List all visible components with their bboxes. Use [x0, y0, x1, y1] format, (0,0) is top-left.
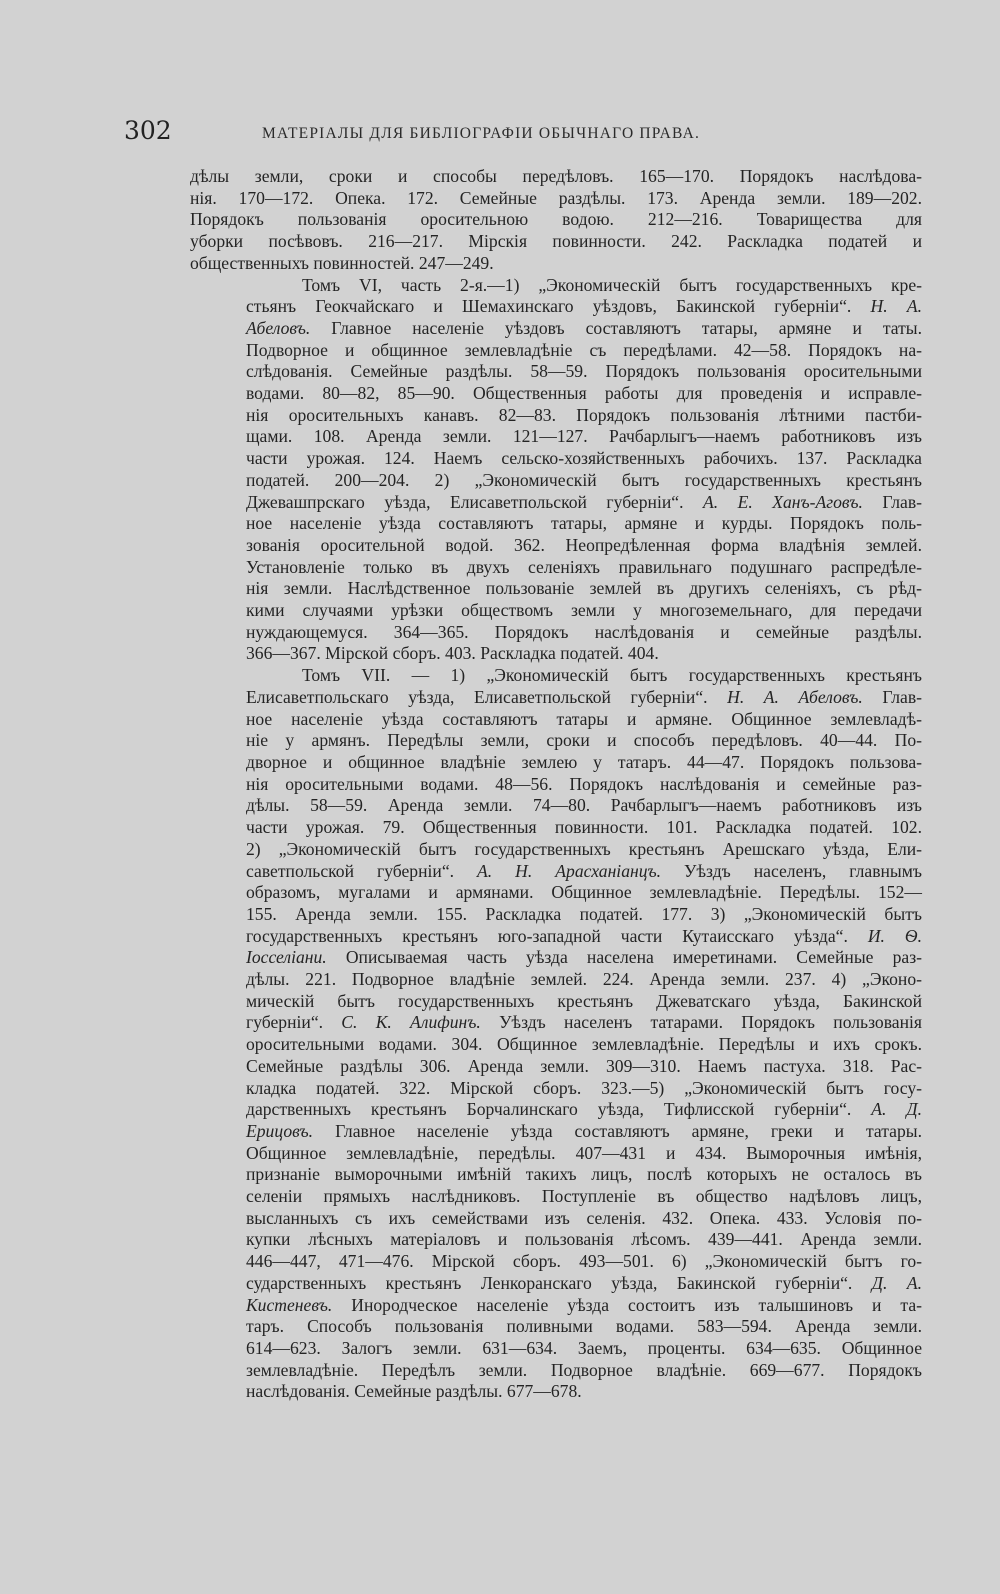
text-line — [190, 209, 922, 231]
text-line — [190, 383, 922, 405]
text-run: слѣдованія. Семейные раздѣлы. 58—59. Порядокъ пользованія оросительными — [246, 361, 922, 382]
text-run: 614—623. Залогъ земли. 631—634. Заемъ, проценты. 634—635. Общинное — [246, 1337, 922, 1358]
text-line — [190, 1056, 922, 1078]
author-name: Д. А. — [871, 1272, 922, 1293]
text-line — [190, 1338, 922, 1360]
text-line — [190, 600, 922, 622]
text-run: кладка податей. 322. Мірской сборъ. 323.—5) „Экономическій бытъ госу- — [246, 1077, 922, 1098]
text-run: кими случаями урѣзки обществомъ земли у многоземельнаго, для передачи — [246, 600, 922, 621]
paragraph — [190, 166, 922, 275]
text-run: признаніе выморочными имѣній такихъ лицъ, послѣ которыхъ не осталось въ — [246, 1164, 922, 1185]
text-run: государственныхъ крестьянъ юго-западной части Кутаисскаго уѣзда“. — [246, 925, 868, 946]
text-run: нія. 170—172. Опека. 172. Семейные раздѣлы. 173. Аренда земли. 189—202. — [190, 187, 922, 208]
text-line — [190, 318, 922, 340]
text-run: нія земли. Наслѣдственное пользованіе землей въ другихъ селеніяхъ, съ рѣд- — [246, 578, 922, 599]
text-run: высланныхъ съ ихъ семействами изъ селенія. 432. Опека. 433. Условія по- — [246, 1207, 922, 1228]
text-line — [190, 1186, 922, 1208]
text-line — [190, 1316, 922, 1338]
text-line — [190, 1251, 922, 1273]
text-run: 446—447, 471—476. Мірской сборъ. 493—501. 6) „Экономическій бытъ го- — [246, 1251, 922, 1272]
text-line — [190, 817, 922, 839]
text-run: Томъ VI, часть 2-я.—1) „Экономическій бытъ государственныхъ кре- — [302, 274, 922, 295]
text-line — [190, 166, 922, 188]
text-run: Общинное землевладѣніе, передѣлы. 407—431 и 434. Выморочныя имѣнія, — [246, 1142, 922, 1163]
text-line — [190, 1078, 922, 1100]
text-line — [190, 861, 922, 883]
text-line — [190, 1229, 922, 1251]
text-line — [190, 1012, 922, 1034]
text-run: водами. 80—82, 85—90. Общественныя работы для проведенія и исправле- — [246, 383, 922, 404]
text-line — [190, 1164, 922, 1186]
text-run: 155. Аренда земли. 155. Раскладка податей. 177. 3) „Экономическій бытъ — [246, 903, 922, 924]
text-line — [190, 1208, 922, 1230]
text-line — [190, 643, 922, 665]
text-run: части урожая. 79. Общественныя повинности. 101. Раскладка податей. 102. — [246, 817, 922, 838]
author-name: А. Д. — [871, 1099, 923, 1120]
text-line — [190, 513, 922, 535]
text-run: ное населеніе уѣзда составляютъ татары и армяне. Общинное землевладѣ- — [246, 708, 922, 729]
text-line — [190, 1360, 922, 1382]
text-line — [190, 275, 922, 297]
text-run: селеніи прямыхъ наслѣдниковъ. Поступленіе въ общество надѣловъ лицъ, — [246, 1186, 922, 1207]
text-line — [190, 1273, 922, 1295]
text-run: Елисаветпольскаго уѣзда, Елисаветпольской губерніи“. — [246, 686, 728, 707]
text-run: купки лѣсныхъ матеріаловъ и пользованія лѣсомъ. 439—441. Аренда земли. — [246, 1229, 922, 1250]
text-run: Уѣздъ населенъ, главнымъ — [661, 860, 922, 881]
text-line — [190, 578, 922, 600]
author-name: Іосселіани. — [246, 947, 327, 968]
text-line — [190, 774, 922, 796]
text-line — [190, 665, 922, 687]
author-name: А. Н. Арасханіанцъ. — [477, 860, 662, 881]
text-run: дѣлы. 221. Подворное владѣніе землей. 224. Аренда земли. 237. 4) „Эконо- — [246, 969, 922, 990]
text-line — [190, 470, 922, 492]
text-run: ніе у армянъ. Передѣлы земли, сроки и способъ передѣловъ. 40—44. По- — [246, 730, 922, 751]
text-line — [190, 557, 922, 579]
paragraph — [190, 275, 922, 666]
text-run: податей. 200—204. 2) „Экономическій бытъ государственныхъ крестьянъ — [246, 469, 922, 490]
text-run: Уѣздъ населенъ татарами. Порядокъ пользованія — [480, 1012, 922, 1033]
text-run: дѣлы земли, сроки и способы передѣловъ. 165—170. Порядокъ наслѣдова- — [190, 166, 922, 186]
text-run: Томъ VII. — 1) „Экономическій бытъ государственныхъ крестьянъ — [302, 665, 922, 686]
text-line — [190, 231, 922, 253]
text-line — [190, 1121, 922, 1143]
text-run: стьянъ Геокчайскаго и Шемахинскаго уѣздовъ, Бакинской губерніи“. — [246, 296, 871, 317]
author-name: И. Ѳ. — [867, 925, 922, 946]
text-line — [190, 969, 922, 991]
text-line — [190, 991, 922, 1013]
text-line — [190, 361, 922, 383]
text-run: таръ. Способъ пользованія поливными водами. 583—594. Аренда земли. — [246, 1316, 922, 1337]
text-run: Глав- — [862, 491, 922, 512]
author-name: А. Е. Ханъ-Аговъ. — [702, 491, 863, 512]
text-run: нія оросительныхъ канавъ. 82—83. Порядокъ пользованія лѣтними пастби- — [246, 404, 922, 425]
text-line — [190, 730, 922, 752]
text-line — [190, 926, 922, 948]
text-run: сударственныхъ крестьянъ Ленкоранскаго уѣзда, Бакинской губерніи“. — [246, 1272, 872, 1293]
text-run: образомъ, мугалами и армянами. Общинное землевладѣніе. Передѣлы. 152— — [246, 882, 922, 903]
text-line — [190, 882, 922, 904]
text-run: Главное населеніе уѣзда составляютъ армяне, греки и татары. — [313, 1120, 922, 1141]
text-line — [190, 253, 922, 275]
author-name: Кистеневъ. — [246, 1294, 333, 1315]
text-run: 366—367. Мірской сборъ. 403. Раскладка податей. 404. — [246, 643, 659, 664]
text-line — [190, 340, 922, 362]
text-run: Описываемая часть уѣзда населена имеретинами. Семейные раз- — [326, 947, 922, 968]
text-run: губерніи“. — [246, 1012, 342, 1033]
text-run: 2) „Экономическій бытъ государственныхъ крестьянъ Арешскаго уѣзда, Ели- — [246, 838, 922, 859]
text-run: землевладѣніе. Передѣлъ земли. Подворное владѣніе. 669—677. Порядокъ — [246, 1359, 922, 1380]
page-header — [124, 116, 768, 156]
page-number: 302 — [124, 116, 172, 145]
text-run: Глав- — [862, 686, 922, 707]
body-text — [190, 166, 922, 1403]
text-line — [190, 188, 922, 210]
text-run: мическій бытъ государственныхъ крестьянъ Джеватскаго уѣзда, Бакинской — [246, 990, 922, 1011]
text-run: оросительными водами. 304. Общинное землевладѣніе. Передѣлы и ихъ срокъ. — [246, 1034, 922, 1055]
author-name: Н. А. Абеловъ. — [727, 686, 863, 707]
text-line — [190, 405, 922, 427]
author-name: Абеловъ. — [246, 317, 311, 338]
text-run: Порядокъ пользованія оросительною водою. 212—216. Товарищества для — [190, 209, 922, 230]
text-line — [190, 752, 922, 774]
text-line — [190, 1143, 922, 1165]
text-line — [190, 1295, 922, 1317]
text-line — [190, 795, 922, 817]
text-run: нія оросительными водами. 48—56. Порядокъ наслѣдованія и семейные раз- — [246, 773, 922, 794]
text-line — [190, 492, 922, 514]
text-run: уборки посѣвовъ. 216—217. Мірскія повинности. 242. Раскладка податей и — [190, 231, 922, 252]
text-run: Семейные раздѣлы 306. Аренда земли. 309—310. Наемъ пастуха. 318. Рас- — [246, 1055, 922, 1076]
text-line — [190, 709, 922, 731]
text-run: Инородческое населеніе уѣзда состоитъ изъ талышиновъ и та- — [332, 1294, 922, 1315]
paragraph — [190, 665, 922, 1403]
text-line — [190, 1099, 922, 1121]
text-run: Установленіе только въ двухъ селеніяхъ правильнаго подушнаго распредѣле- — [246, 556, 922, 577]
author-name: Н. А. — [870, 296, 923, 317]
text-line — [190, 1034, 922, 1056]
text-run: зованія оросительной водой. 362. Неопредѣленная форма владѣнія землей. — [246, 534, 922, 555]
text-run: нуждающемуся. 364—365. Порядокъ наслѣдованія и семейные раздѣлы. — [246, 621, 922, 642]
text-run: ное населеніе уѣзда составляютъ татары, армяне и курды. Порядокъ поль- — [246, 513, 922, 534]
text-line — [190, 448, 922, 470]
text-run: дарственныхъ крестьянъ Борчалинскаго уѣзда, Тифлисской губерніи“. — [246, 1099, 872, 1120]
text-run: дворное и общинное владѣніе землею у татаръ. 44—47. Порядокъ пользова- — [246, 751, 922, 772]
text-run: Главное населеніе уѣздовъ составляютъ татары, армяне и таты. — [310, 317, 922, 338]
author-name: Ерицовъ. — [246, 1120, 314, 1141]
text-run: саветпольской губерніи“. — [246, 860, 478, 881]
text-line — [190, 839, 922, 861]
text-line — [190, 426, 922, 448]
text-line — [190, 1381, 922, 1403]
text-line — [190, 947, 922, 969]
author-name: С. К. Алифинъ. — [341, 1012, 481, 1033]
text-run: общественныхъ повинностей. 247—249. — [190, 252, 494, 273]
text-run: части урожая. 124. Наемъ сельско-хозяйственныхъ рабочихъ. 137. Раскладка — [246, 448, 922, 469]
text-line — [190, 296, 922, 318]
text-line — [190, 535, 922, 557]
text-run: дѣлы. 58—59. Аренда земли. 74—80. Рачбарлыгъ—наемъ работниковъ изъ — [246, 795, 922, 816]
text-run: щами. 108. Аренда земли. 121—127. Рачбарлыгъ—наемъ работниковъ изъ — [246, 426, 922, 447]
text-line — [190, 904, 922, 926]
text-run: наслѣдованія. Семейные раздѣлы. 677—678. — [246, 1381, 582, 1402]
running-title: МАТЕРІАЛЫ ДЛЯ БИБЛІОГРАФІИ ОБЫЧНАГО ПРАВА. — [262, 125, 701, 142]
text-line — [190, 687, 922, 709]
text-run: Джевашпрскаго уѣзда, Елисаветпольской губерніи“. — [246, 491, 703, 512]
text-run: Подворное и общинное землевладѣніе съ передѣлами. 42—58. Порядокъ на- — [246, 339, 922, 360]
text-line — [190, 622, 922, 644]
